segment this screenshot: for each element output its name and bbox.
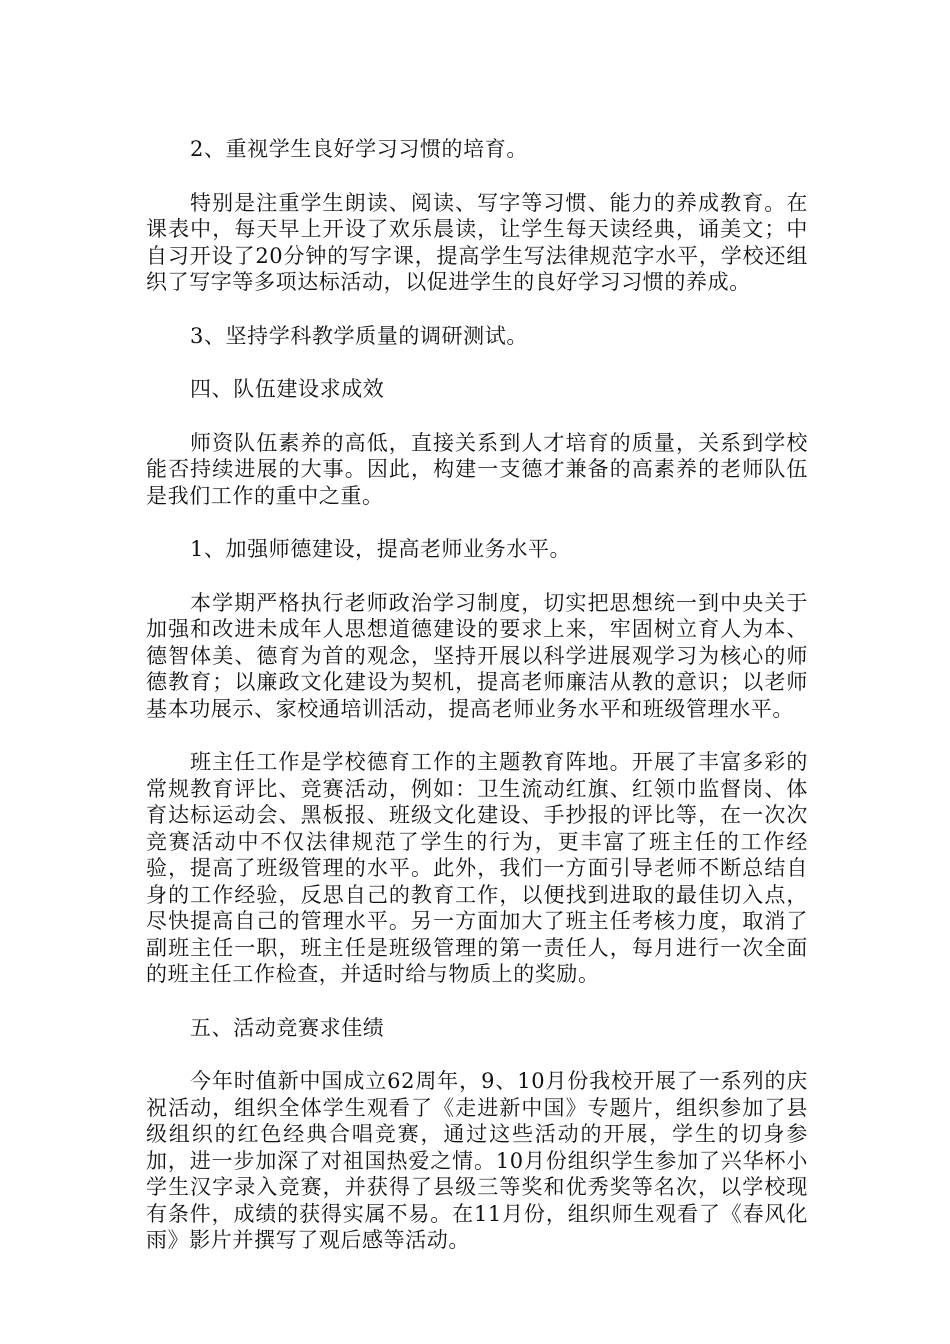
section-heading-4-1: 1、加强师德建设，提高老师业务水平。	[190, 537, 572, 561]
section-heading-2: 2、重视学生良好学习习惯的培育。	[190, 137, 528, 161]
document-page	[146, 136, 808, 1281]
section-heading-3: 3、坚持学科教学质量的调研测试。	[190, 323, 528, 348]
paragraph-activities: 今年时值新中国成立62周年，9、10月份我校开展了一系列的庆祝活动，组织全体学生观看了《走进新中国》专题片，组织参加了县级组织的红色经典合唱竞赛，通过这些活动的开展，学生的切身参加，进一步加深了对祖国热爱之情。10月份组织学生参加了兴华杯小学生汉字录入竞赛，并获得了县级三等奖和优秀奖等名次，以学校现有条件，成绩的获得实属不易。在11月份，组织师生观看了《春风化雨》影片并撰写了观后感等活动。	[146, 1069, 808, 1252]
paragraph-study-habits: 特别是注重学生朗读、阅读、写字等习惯、能力的养成教育。在课表中，每天早上开设了欢乐晨读，让学生每天读经典，诵美文；中自习开设了20分钟的写字课，提高学生写法律规范字水平，学校还组织了写字等多项达标活动，以促进学生的良好学习习惯的养成。	[146, 190, 808, 294]
paragraph-teacher-ethics: 本学期严格执行老师政治学习制度，切实把思想统一到中央关于加强和改进未成年人思想道德建设的要求上来，牢固树立育人为本、德智体美、德育为首的观念，坚持开展以科学进展观学习为核心的师德教育；以廉政文化建设为契机，提高老师廉洁从教的意识；以老师基本功展示、家校通培训活动，提高老师业务水平和班级管理水平。	[146, 590, 808, 721]
section-heading-4: 四、队伍建设求成效	[190, 377, 385, 401]
section-heading-5: 五、活动竞赛求佳绩	[190, 1015, 385, 1040]
paragraph-teacher-team: 师资队伍素养的高低，直接关系到人才培育的质量，关系到学校能否持续进展的大事。因此，构建一支德才兼备的高素养的老师队伍是我们工作的重中之重。	[146, 430, 808, 508]
paragraph-class-teacher: 班主任工作是学校德育工作的主题教育阵地。开展了丰富多彩的常规教育评比、竞赛活动，例如：卫生流动红旗、红领巾监督岗、体育达标运动会、黑板报、班级文化建设、手抄报的评比等，在一次次竞赛活动中不仅法律规范了学生的行为，更丰富了班主任的工作经验，提高了班级管理的水平。此外，我们一方面引导老师不断总结自身的工作经验，反思自己的教育工作，以便找到进取的最佳切入点，尽快提高自己的管理水平。另一方面加大了班主任考核力度，取消了副班主任一职，班主任是班级管理的第一责任人，每月进行一次全面的班主任工作检查，并适时给与物质上的奖励。	[146, 750, 808, 986]
